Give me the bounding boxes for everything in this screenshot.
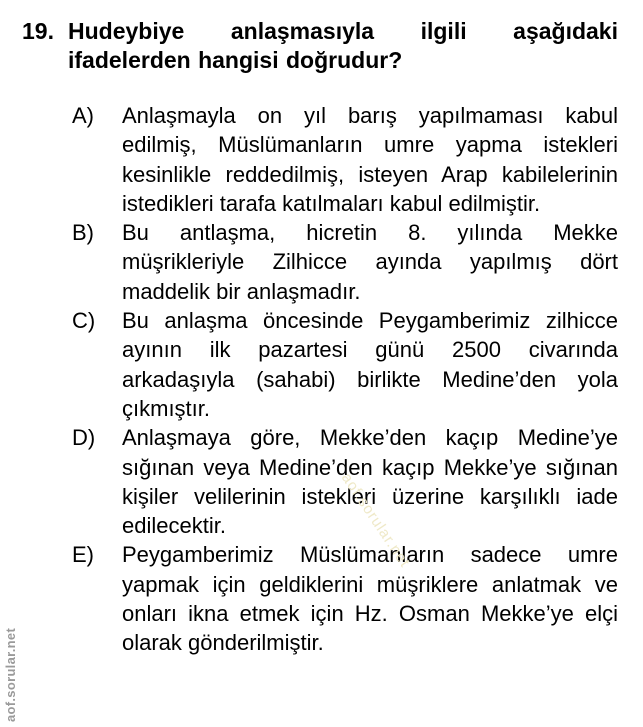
option-text: Anlaşmayla on yıl barış yapılmaması kabul edilmiş, Müslümanların umre yapma istekleri kesinlikle reddedilmiş, isteyen Arap kabilelerinin istedikleri tarafa katılmaları kabul edilmiştir. — [122, 103, 618, 216]
option-text: Peygamberimiz Müslümanların sadece umre yapmak için geldiklerini müşriklere anlatmak ve onları ikna etmek için Hz. Osman Mekke’ye elçi olarak gönderilmiştir. — [122, 542, 618, 656]
question — [22, 17, 618, 75]
option-letter: D) — [72, 425, 96, 451]
option-a[interactable] — [72, 101, 618, 218]
option-e[interactable] — [72, 540, 618, 657]
option-c[interactable] — [72, 306, 618, 423]
question-text: Hudeybiye anlaşmasıyla ilgili aşağıdaki ifadelerden hangisi doğrudur? — [68, 18, 618, 73]
option-text: Bu antlaşma, hicretin 8. yılında Mekke müşrikleriyle Zilhicce ayında yapılmış dört maddelik bir anlaşmadır. — [122, 220, 618, 304]
option-b[interactable] — [72, 218, 618, 306]
answer-options — [72, 101, 618, 658]
option-letter: A) — [72, 103, 94, 128]
option-letter: E) — [72, 542, 94, 568]
option-d[interactable] — [72, 423, 618, 540]
option-letter: C) — [72, 308, 96, 334]
option-text: Anlaşmaya göre, Mekke’den kaçıp Medine’ye sığınan veya Medine’den kaçıp Mekke’ye sığınan kişiler velilerinin istekleri üzerine karşılıklı iade edilecektir. — [122, 425, 618, 539]
option-text: Bu anlaşma öncesinde Peygamberimiz zilhicce ayının ilk pazartesi günü 2500 civarında arkadaşıyla (sahabi) birlikte Medine’den yola çıkmıştır. — [122, 308, 618, 421]
question-number: 19. — [22, 18, 54, 44]
option-letter: B) — [72, 220, 94, 246]
diagonal-watermark: aof.sorular.net — [337, 470, 414, 571]
side-watermark: aof.sorular.net — [3, 627, 18, 722]
